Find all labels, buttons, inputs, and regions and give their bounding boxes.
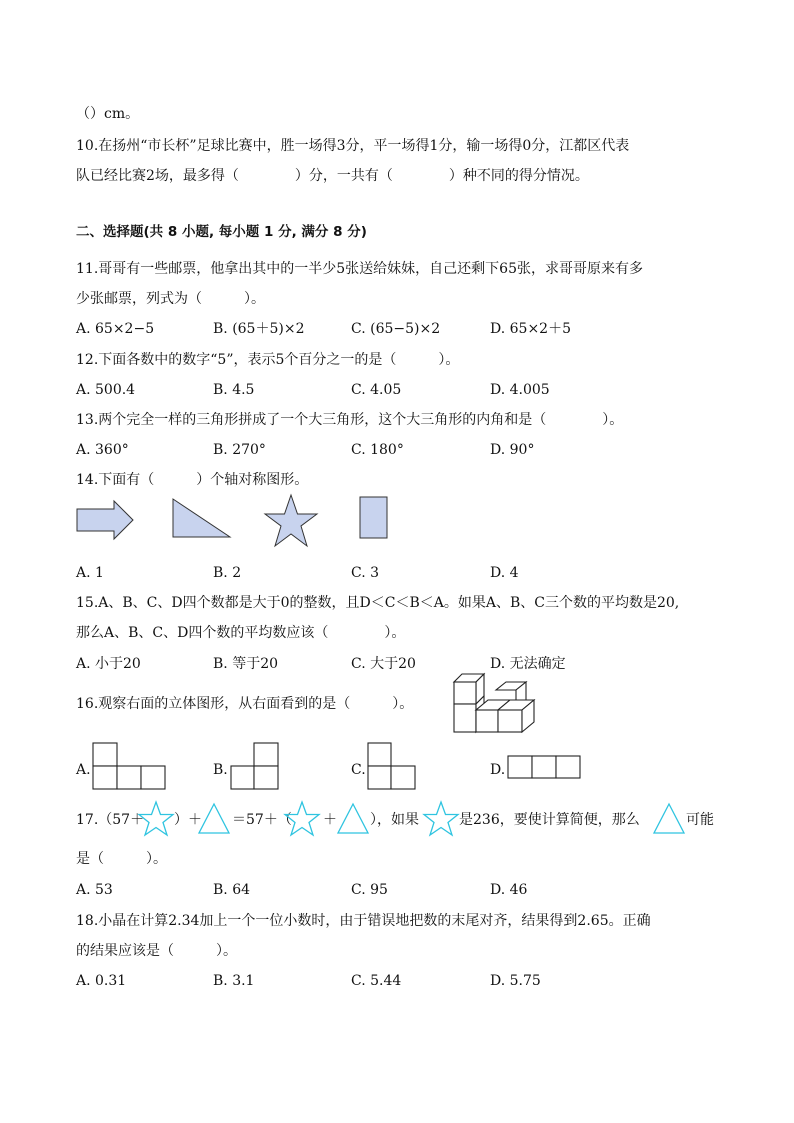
star-icon [137, 801, 175, 837]
q13-line: 13.两个完全一样的三角形拼成了一个大三角形，这个大三角形的内角和是（ ）。 [76, 412, 624, 428]
q13-option-d[interactable]: D. 90° [490, 442, 535, 458]
q12-option-c[interactable]: C. 4.05 [351, 382, 402, 398]
q12-option-b[interactable]: B. 4.5 [213, 382, 255, 398]
q17-part4: ＋ [323, 812, 337, 828]
triangle-icon [198, 803, 232, 835]
q14-option-c[interactable]: C. 3 [351, 565, 380, 581]
cube-stack-figure [450, 672, 540, 736]
q16-view-a [92, 742, 166, 790]
q17-part6: 是236，要使计算简便，那么 [459, 812, 640, 828]
q15-line1: 15.A、B、C、D四个数都是大于0的整数，且D＜C＜B＜A。如果A、B、C三个数的平均数是20, [76, 595, 680, 611]
q11-option-b[interactable]: B. (65＋5)×2 [213, 321, 305, 337]
q17-option-b[interactable]: B. 64 [213, 882, 251, 898]
q16-option-d[interactable]: D. [490, 762, 506, 778]
q17-option-d[interactable]: D. 46 [490, 882, 528, 898]
q13-option-a[interactable]: A. 360° [76, 442, 129, 458]
q17-part5: ），如果 [370, 812, 419, 828]
q15-option-b[interactable]: B. 等于20 [213, 656, 279, 672]
q18-option-a[interactable]: A. 0.31 [76, 973, 127, 989]
q17-line2: 是（ ）。 [76, 851, 167, 867]
triangle-icon [653, 803, 687, 835]
q16-option-b[interactable]: B. [213, 762, 228, 778]
arrow-shape [76, 500, 136, 542]
q13-option-c[interactable]: C. 180° [351, 442, 404, 458]
q13-option-b[interactable]: B. 270° [213, 442, 266, 458]
star-icon [283, 801, 321, 837]
q17-option-c[interactable]: C. 95 [351, 882, 388, 898]
q15-option-a[interactable]: A. 小于20 [76, 656, 141, 672]
q16-view-d [507, 755, 581, 781]
q14-line: 14.下面有（ ）个轴对称图形。 [76, 472, 309, 488]
q17-part7: 可能 [686, 812, 714, 828]
q12-option-a[interactable]: A. 500.4 [76, 382, 136, 398]
q16-option-a[interactable]: A. [76, 762, 91, 778]
q12-line: 12.下面各数中的数字“5”，表示5个百分之一的是（ ）。 [76, 352, 460, 368]
star-icon [422, 801, 460, 837]
q11-line1: 11.哥哥有一些邮票，他拿出其中的一半少5张送给妹妹，自己还剩下65张，求哥哥原来有多 [76, 261, 643, 277]
q16-view-c [367, 742, 417, 790]
star-shape [262, 494, 320, 550]
q11-option-c[interactable]: C. (65−5)×2 [351, 321, 441, 337]
q18-line1: 18.小晶在计算2.34加上一个一位小数时，由于错误地把数的末尾对齐，结果得到2.65。正确 [76, 913, 651, 929]
q15-option-c[interactable]: C. 大于20 [351, 656, 416, 672]
q12-option-d[interactable]: D. 4.005 [490, 382, 550, 398]
rectangle-shape [359, 496, 389, 540]
q14-option-d[interactable]: D. 4 [490, 565, 519, 581]
q16-option-c[interactable]: C. [351, 762, 366, 778]
q17-part2: ）＋ [174, 812, 202, 828]
q17-part3: ＝57＋（ [232, 812, 292, 828]
q15-line2: 那么A、B、C、D四个数的平均数应该（ ）。 [76, 625, 406, 641]
q16-view-b [230, 742, 280, 790]
q18-option-b[interactable]: B. 3.1 [213, 973, 255, 989]
q14-option-a[interactable]: A. 1 [76, 565, 104, 581]
q9-tail: （）cm。 [76, 106, 140, 122]
q11-line2: 少张邮票，列式为（ ）。 [76, 291, 265, 307]
q16-line: 16.观察右面的立体图形，从右面看到的是（ ）。 [76, 696, 414, 712]
q10-line1: 10.在扬州“市长杯”足球比赛中，胜一场得3分，平一场得1分，输一场得0分，江都区代表 [76, 138, 630, 154]
q18-line2: 的结果应该是（ ）。 [76, 943, 237, 959]
q11-option-a[interactable]: A. 65×2−5 [76, 321, 155, 337]
q17-part1: 17.（57＋ [76, 812, 145, 828]
q15-option-d[interactable]: D. 无法确定 [490, 656, 566, 672]
section-heading-choice: 二、选择题(共 8 小题, 每小题 1 分, 满分 8 分) [76, 224, 367, 240]
q18-option-d[interactable]: D. 5.75 [490, 973, 541, 989]
triangle-icon [337, 803, 371, 835]
q14-option-b[interactable]: B. 2 [213, 565, 242, 581]
q10-line2: 队已经比赛2场，最多得（ ）分，一共有（ ）种不同的得分情况。 [76, 168, 589, 184]
q11-option-d[interactable]: D. 65×2＋5 [490, 321, 571, 337]
right-triangle-shape [172, 498, 234, 540]
q18-option-c[interactable]: C. 5.44 [351, 973, 402, 989]
q17-option-a[interactable]: A. 53 [76, 882, 113, 898]
